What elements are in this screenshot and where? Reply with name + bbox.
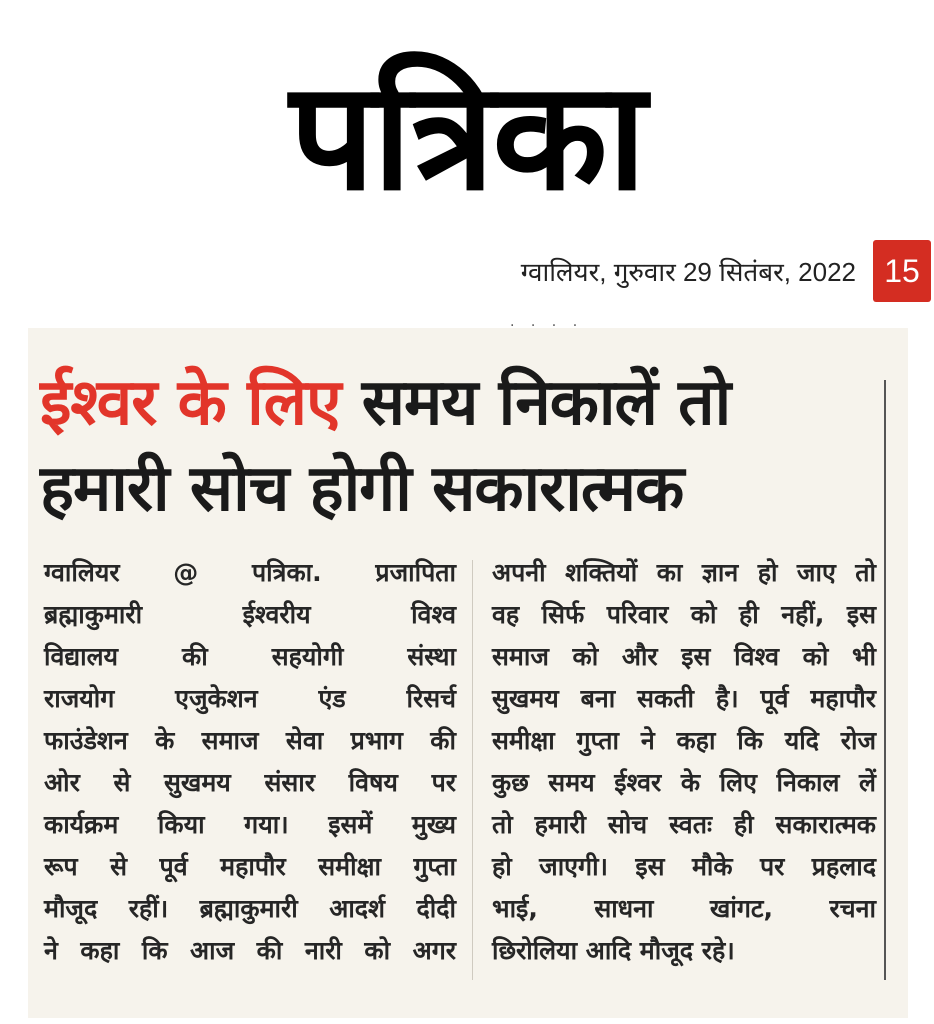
right-line-4: सुखमय बना सकती है। पूर्व महापौर: [492, 684, 876, 713]
article-right-column: [492, 552, 876, 972]
right-line-2: वह सिर्फ परिवार को ही नहीं, इस: [492, 600, 876, 629]
dateline: ग्वालियर, गुरुवार 29 सितंबर, 2022: [520, 257, 856, 287]
left-line-8: रूप से पूर्व महापौर समीक्षा गुप्ता: [44, 852, 456, 881]
right-line-10: छिरोलिया आदि मौजूद रहे।: [492, 936, 735, 965]
left-line-1: ग्वालियर @ पत्रिका. प्रजापिता: [44, 558, 456, 587]
right-line-8: हो जाएगी। इस मौके पर प्रहलाद: [492, 852, 876, 881]
left-line-6: ओर से सुखमय संसार विषय पर: [44, 768, 456, 797]
right-line-5: समीक्षा गुप्ता ने कहा कि यदि रोज: [492, 726, 876, 755]
masthead-title: पत्रिका: [289, 50, 645, 224]
left-line-10: ने कहा कि आज की नारी को अगर: [44, 936, 456, 965]
right-line-1: अपनी शक्तियों का ज्ञान हो जाए तो: [492, 558, 876, 587]
article-left-column: [44, 552, 456, 972]
right-line-9: भाई, साधना खांगट, रचना: [492, 894, 876, 923]
left-line-3: विद्यालय की सहयोगी संस्था: [44, 642, 456, 671]
left-line-4: राजयोग एजुकेशन एंड रिसर्च: [44, 684, 456, 713]
article-headline: [40, 360, 890, 532]
headline-line-2: हमारी सोच होगी सकारात्मक: [40, 452, 684, 526]
left-line-5: फाउंडेशन के समाज सेवा प्रभाग की: [44, 726, 456, 755]
page-number-badge: 15: [873, 240, 931, 302]
left-line-2: ब्रह्माकुमारी ईश्वरीय विश्व: [44, 600, 456, 629]
right-line-3: समाज को और इस विश्व को भी: [492, 642, 876, 671]
headline-accent: ईश्वर के लिए: [40, 366, 341, 440]
left-line-7: कार्यक्रम किया गया। इसमें मुख्य: [44, 810, 456, 839]
column-divider: [472, 560, 473, 980]
headline-line-1: [40, 360, 890, 446]
right-line-7: तो हमारी सोच स्वतः ही सकारात्मक: [492, 810, 876, 839]
headline-line-1-rest: समय निकालें तो: [340, 366, 731, 440]
right-line-6: कुछ समय ईश्वर के लिए निकाल लें: [492, 768, 876, 797]
clipping-dots: · · · ·: [510, 318, 584, 334]
left-line-9: मौजूद रहीं। ब्रह्माकुमारी आदर्श दीदी: [44, 894, 456, 923]
